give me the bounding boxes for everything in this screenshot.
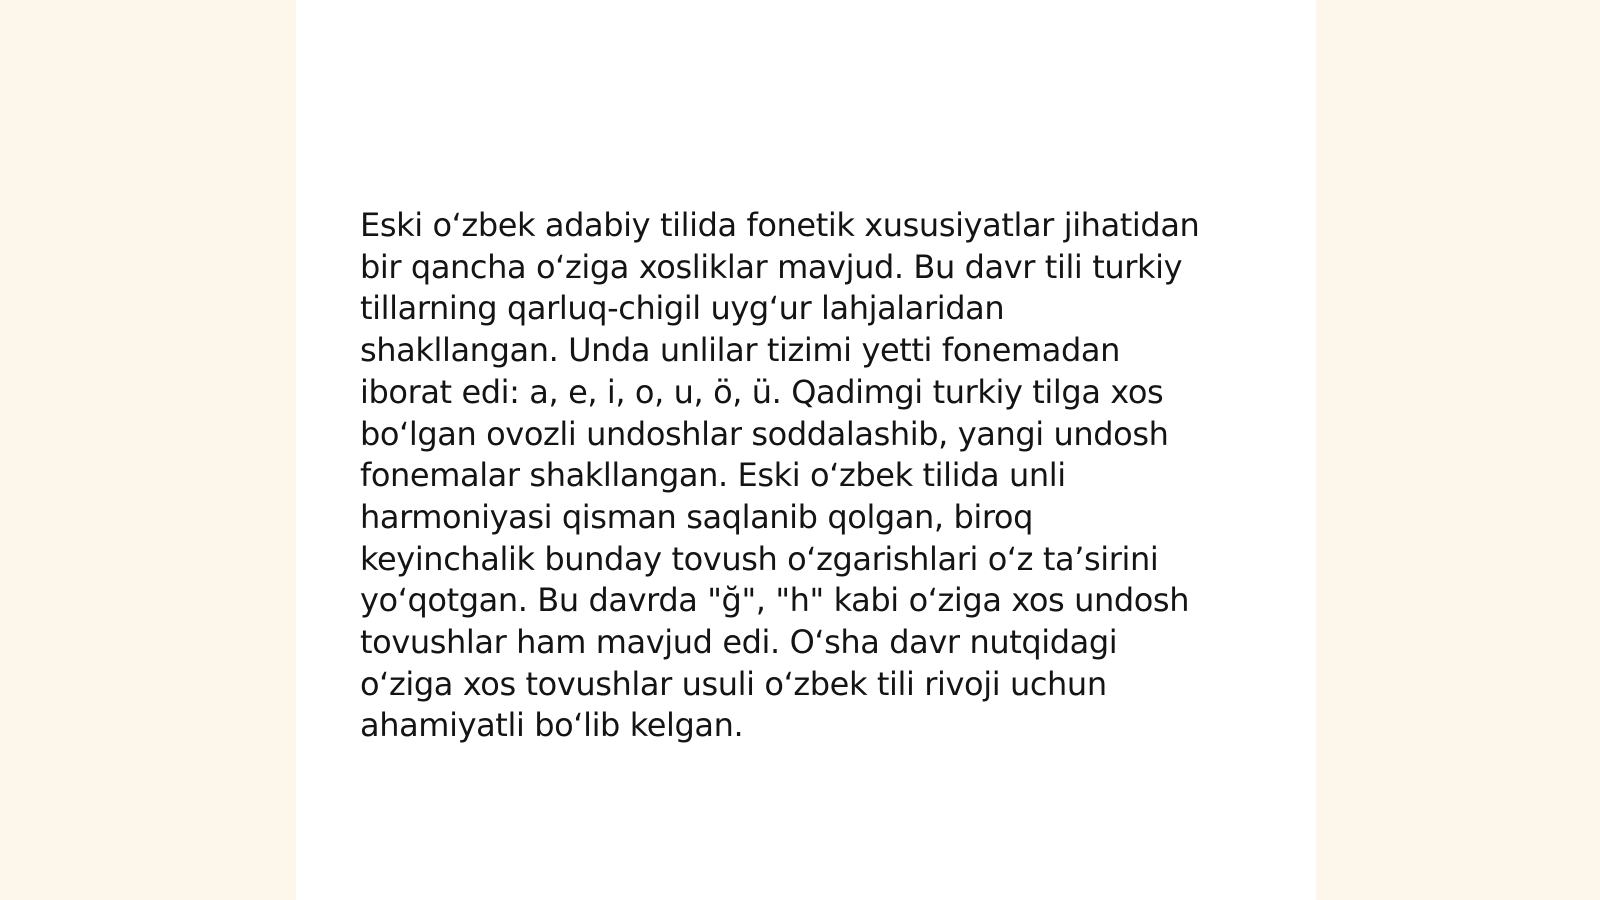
text-line: ahamiyatli boʻlib kelgan. xyxy=(360,706,744,745)
slide-body-text xyxy=(360,205,1240,747)
left-margin xyxy=(0,0,296,900)
text-line: yoʻqotgan. Bu davrda "ğ", "h" kabi oʻziga xos undosh xyxy=(360,581,1190,620)
text-line: iborat edi: a, e, i, o, u, ö, ü. Qadimgi turkiy tilga xos xyxy=(360,372,1164,411)
text-line: shakllangan. Unda unlilar tizimi yetti fonemadan xyxy=(360,331,1121,370)
text-line: Eski oʻzbek adabiy tilida fonetik xususiyatlar jihatidan xyxy=(360,206,1200,244)
text-line: fonemalar shakllangan. Eski oʻzbek tilida unli xyxy=(360,456,1066,495)
text-line: harmoniyasi qisman saqlanib qolgan, biroq xyxy=(360,497,1034,536)
text-line: boʻlgan ovozli undoshlar soddalashib, yangi undosh xyxy=(360,414,1169,453)
text-line: oʻziga xos tovushlar usuli oʻzbek tili rivoji uchun xyxy=(360,664,1107,703)
text-line: keyinchalik bunday tovush oʻzgarishlari oʻz taʼsirini xyxy=(360,539,1159,578)
text-line: tillarning qarluq-chigil uygʻur lahjalaridan xyxy=(360,289,1005,328)
slide xyxy=(296,0,1316,900)
text-line: bir qancha oʻziga xosliklar mavjud. Bu davr tili turkiy xyxy=(360,247,1183,286)
text-line: tovushlar ham mavjud edi. Oʻsha davr nutqidagi xyxy=(360,623,1118,662)
right-margin xyxy=(1316,0,1600,900)
